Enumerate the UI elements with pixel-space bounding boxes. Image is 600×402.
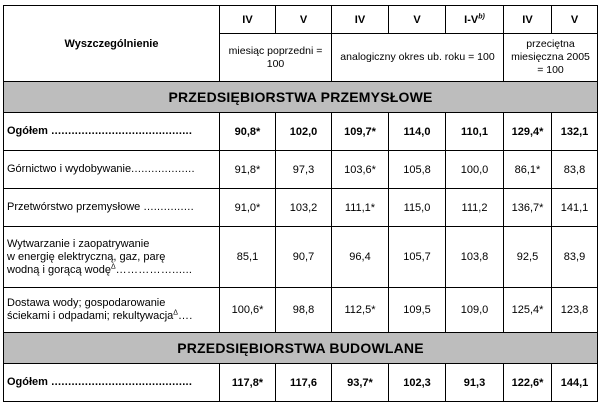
row-label-line [7, 310, 216, 323]
group-header-prev-month: miesiąc poprzedni = 100 [220, 34, 332, 82]
table-cell: 111,2 [446, 189, 504, 227]
row-label-dots: .......................................... [47, 376, 193, 388]
table-cell: 83,9 [552, 227, 598, 288]
row-label-text: Przetwórstwo przemysłowe [7, 201, 141, 213]
column-header-label: Wyszczególnienie [4, 6, 220, 82]
row-label-dots: ……………...... [115, 263, 193, 276]
table-cell: 83,8 [552, 151, 598, 189]
table-cell: 98,8 [276, 288, 332, 333]
row-label-line [7, 264, 216, 277]
table-cell: 105,7 [389, 227, 446, 288]
table-cell: 91,3 [446, 364, 504, 402]
table-cell: 144,1 [552, 364, 598, 402]
table-cell: 91,8* [220, 151, 276, 189]
table-row [4, 227, 598, 288]
table-row [4, 364, 598, 402]
table-row [4, 189, 598, 227]
row-label [4, 364, 220, 402]
row-label-line: Wytwarzanie i zaopatrywanie [7, 237, 150, 250]
table-cell: 97,3 [276, 151, 332, 189]
row-label-text: Ogółem [7, 376, 48, 388]
row-label-line: Dostawa wody; gospodarowanie [7, 297, 166, 309]
col-header-2: V [276, 6, 332, 34]
table-cell: 93,7* [332, 364, 389, 402]
table-cell: 129,4* [504, 113, 552, 151]
row-label [4, 189, 220, 227]
col-header-6: IV [504, 6, 552, 34]
table-row [4, 151, 598, 189]
table-cell: 90,8* [220, 113, 276, 151]
section-title: PRZEDSIĘBIORSTWA PRZEMYSŁOWE [4, 82, 598, 113]
col-header-5-footnote: b) [478, 12, 485, 20]
table-cell: 109,7* [332, 113, 389, 151]
row-label-text: wodną i gorącą wodę [7, 263, 111, 276]
row-label-text: ściekami i odpadami; rekultywacja [7, 310, 174, 322]
table-cell: 100,0 [446, 151, 504, 189]
table-row [4, 288, 598, 333]
section-header-industrial [4, 82, 598, 113]
table-cell: 109,0 [446, 288, 504, 333]
table-cell: 114,0 [389, 113, 446, 151]
row-label-dots: ............... [140, 201, 194, 213]
table-row [4, 113, 598, 151]
row-label [4, 227, 220, 288]
col-header-1: IV [220, 6, 276, 34]
table-cell: 103,2 [276, 189, 332, 227]
table-cell: 100,6* [220, 288, 276, 333]
col-header-7: V [552, 6, 598, 34]
row-label-text: Górnictwo i wydobywanie [7, 163, 132, 175]
table-cell: 86,1* [504, 151, 552, 189]
table-cell: 103,6* [332, 151, 389, 189]
table-cell: 141,1 [552, 189, 598, 227]
table-cell: 103,8 [446, 227, 504, 288]
group-header-prev-year: analogiczny okres ub. roku = 100 [332, 34, 504, 82]
table-cell: 110,1 [446, 113, 504, 151]
row-label [4, 113, 220, 151]
row-label-footnote: Δ [173, 309, 178, 317]
table-cell: 85,1 [220, 227, 276, 288]
row-label [4, 288, 220, 333]
table-cell: 91,0* [220, 189, 276, 227]
section-title: PRZEDSIĘBIORSTWA BUDOWLANE [4, 333, 598, 364]
col-header-3: IV [332, 6, 389, 34]
header-row-top [4, 6, 598, 34]
table-cell: 132,1 [552, 113, 598, 151]
table-cell: 136,7* [504, 189, 552, 227]
table-cell: 117,6 [276, 364, 332, 402]
col-header-5 [446, 6, 504, 34]
row-label-dots: ................... [131, 163, 195, 175]
row-label [4, 151, 220, 189]
table-cell: 105,8 [389, 151, 446, 189]
table-cell: 111,1* [332, 189, 389, 227]
col-header-4: V [389, 6, 446, 34]
table-cell: 122,6* [504, 364, 552, 402]
group-header-avg-2005: przeciętna miesięczna 2005 = 100 [504, 34, 598, 82]
table-cell: 102,0 [276, 113, 332, 151]
table-cell: 96,4 [332, 227, 389, 288]
table-cell: 102,3 [389, 364, 446, 402]
table-cell: 123,8 [552, 288, 598, 333]
row-label-dots: .......................................... [47, 125, 193, 137]
statistics-table [3, 5, 598, 402]
row-label-dots: …. [177, 310, 193, 322]
table-cell: 92,5 [504, 227, 552, 288]
table-cell: 125,4* [504, 288, 552, 333]
row-label-footnote: Δ [110, 262, 116, 270]
row-label-line: w energię elektryczną, gaz, parę [7, 250, 166, 263]
row-label-text: Ogółem [7, 125, 48, 137]
section-header-construction [4, 333, 598, 364]
table-cell: 117,8* [220, 364, 276, 402]
table-cell: 90,7 [276, 227, 332, 288]
table-cell: 112,5* [332, 288, 389, 333]
table-cell: 109,5 [389, 288, 446, 333]
table-cell: 115,0 [389, 189, 446, 227]
col-header-5-text: I-V [464, 13, 479, 26]
